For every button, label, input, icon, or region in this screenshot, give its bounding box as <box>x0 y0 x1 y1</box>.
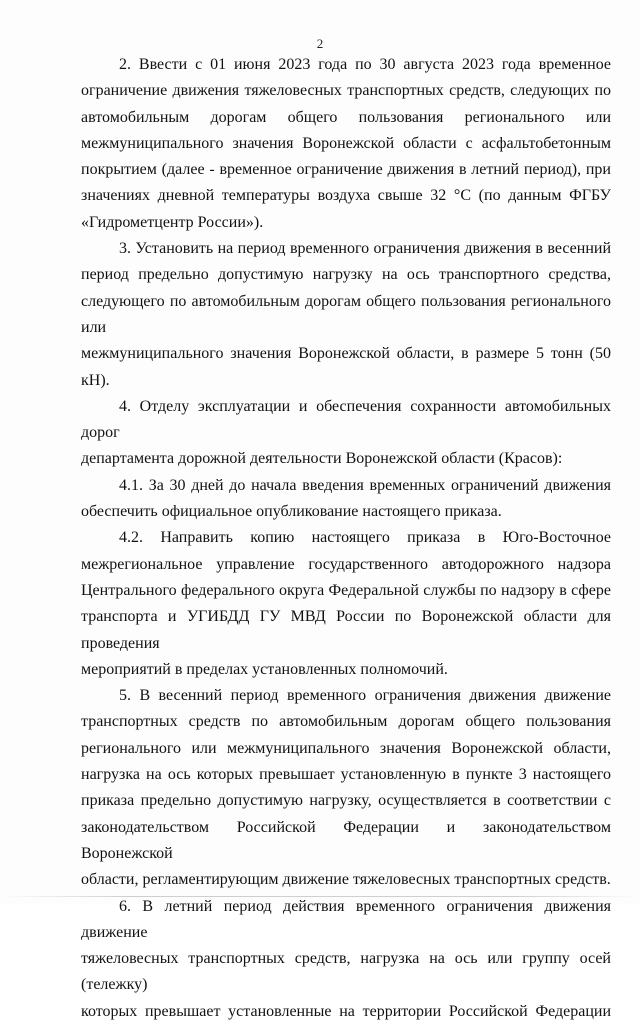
text-line: 3. Установить на период временного ограничения движения в весенний <box>119 240 611 258</box>
page-bottom-edge <box>0 896 640 897</box>
text-line: законодательством Российской Федерации и законодательством Воронежской <box>81 818 611 862</box>
document-body <box>81 52 611 1025</box>
text-line: департамента дорожной деятельности Воронежской области (Красов): <box>81 450 563 468</box>
text-line: 4.2. Направить копию настоящего приказа в Юго-Восточное <box>119 529 611 547</box>
text-line: межмуниципального значения Воронежской области с асфальтобетонным <box>81 134 611 152</box>
text-line: значениях дневной температуры воздуха свыше 32 °С (по данным ФГБУ <box>81 187 611 205</box>
paragraph-p4-1 <box>81 473 611 526</box>
text-line: покрытием (далее - временное ограничение движения в летний период), при <box>81 161 611 179</box>
paragraph-p2 <box>81 52 611 236</box>
text-line: регионального или межмуниципального значения Воронежской области, <box>81 739 611 757</box>
text-line: области, регламентирующим движение тяжеловесных транспортных средств. <box>81 871 611 889</box>
text-line: 4. Отделу эксплуатации и обеспечения сохранности автомобильных дорог <box>81 397 611 442</box>
text-line: 5. В весенний период временного ограничения движения движение <box>119 687 611 705</box>
paragraph-p4 <box>81 394 611 473</box>
text-line: 6. В летний период действия временного ограничения движения движение <box>81 897 611 941</box>
text-line: следующего по автомобильным дорогам общего пользования регионального или <box>81 292 611 336</box>
text-line: транспортных средств по автомобильным дорогам общего пользования <box>81 713 611 731</box>
text-line: Центрального федерального округа Федеральной службы по надзору в сфере <box>81 581 611 599</box>
paragraph-p3 <box>81 236 611 394</box>
text-line: мероприятий в пределах установленных полномочий. <box>81 660 448 678</box>
text-line: транспорта и УГИБДД ГУ МВД России по Воронежской области для проведения <box>81 608 611 652</box>
text-line: период предельно допустимую нагрузку на ось транспортного средства, <box>81 266 611 284</box>
text-line: 2. Ввести с 01 июня 2023 года по 30 августа 2023 года временное <box>119 56 611 73</box>
paragraph-p4-2 <box>81 525 611 683</box>
text-line: которых превышает установленные на территории Российской Федерации <box>81 1002 611 1020</box>
text-line: приказа предельно допустимую нагрузку, осуществляется в соответствии с <box>81 792 611 810</box>
page-number: 2 <box>316 36 324 51</box>
text-line: обеспечить официальное опубликование настоящего приказа. <box>81 503 502 521</box>
text-line: межмуниципального значения Воронежской области, в размере 5 тонн (50 кН). <box>81 345 611 389</box>
text-line: тяжеловесных транспортных средств, нагрузка на ось или группу осей (тележку) <box>81 950 611 994</box>
text-line: нагрузка на ось которых превышает установленную в пункте 3 настоящего <box>81 766 611 784</box>
text-line: автомобильным дорогам общего пользования регионального или <box>81 108 611 126</box>
text-line: 4.1. За 30 дней до начала введения временных ограничений движения <box>119 476 611 494</box>
text-line: ограничение движения тяжеловесных транспортных средств, следующих по <box>81 82 611 100</box>
paragraph-p5 <box>81 683 611 893</box>
paragraph-p6 <box>81 894 611 1025</box>
text-line: межрегиональное управление государственного автодорожного надзора <box>81 555 611 573</box>
text-line: «Гидрометцентр России»). <box>81 213 264 231</box>
